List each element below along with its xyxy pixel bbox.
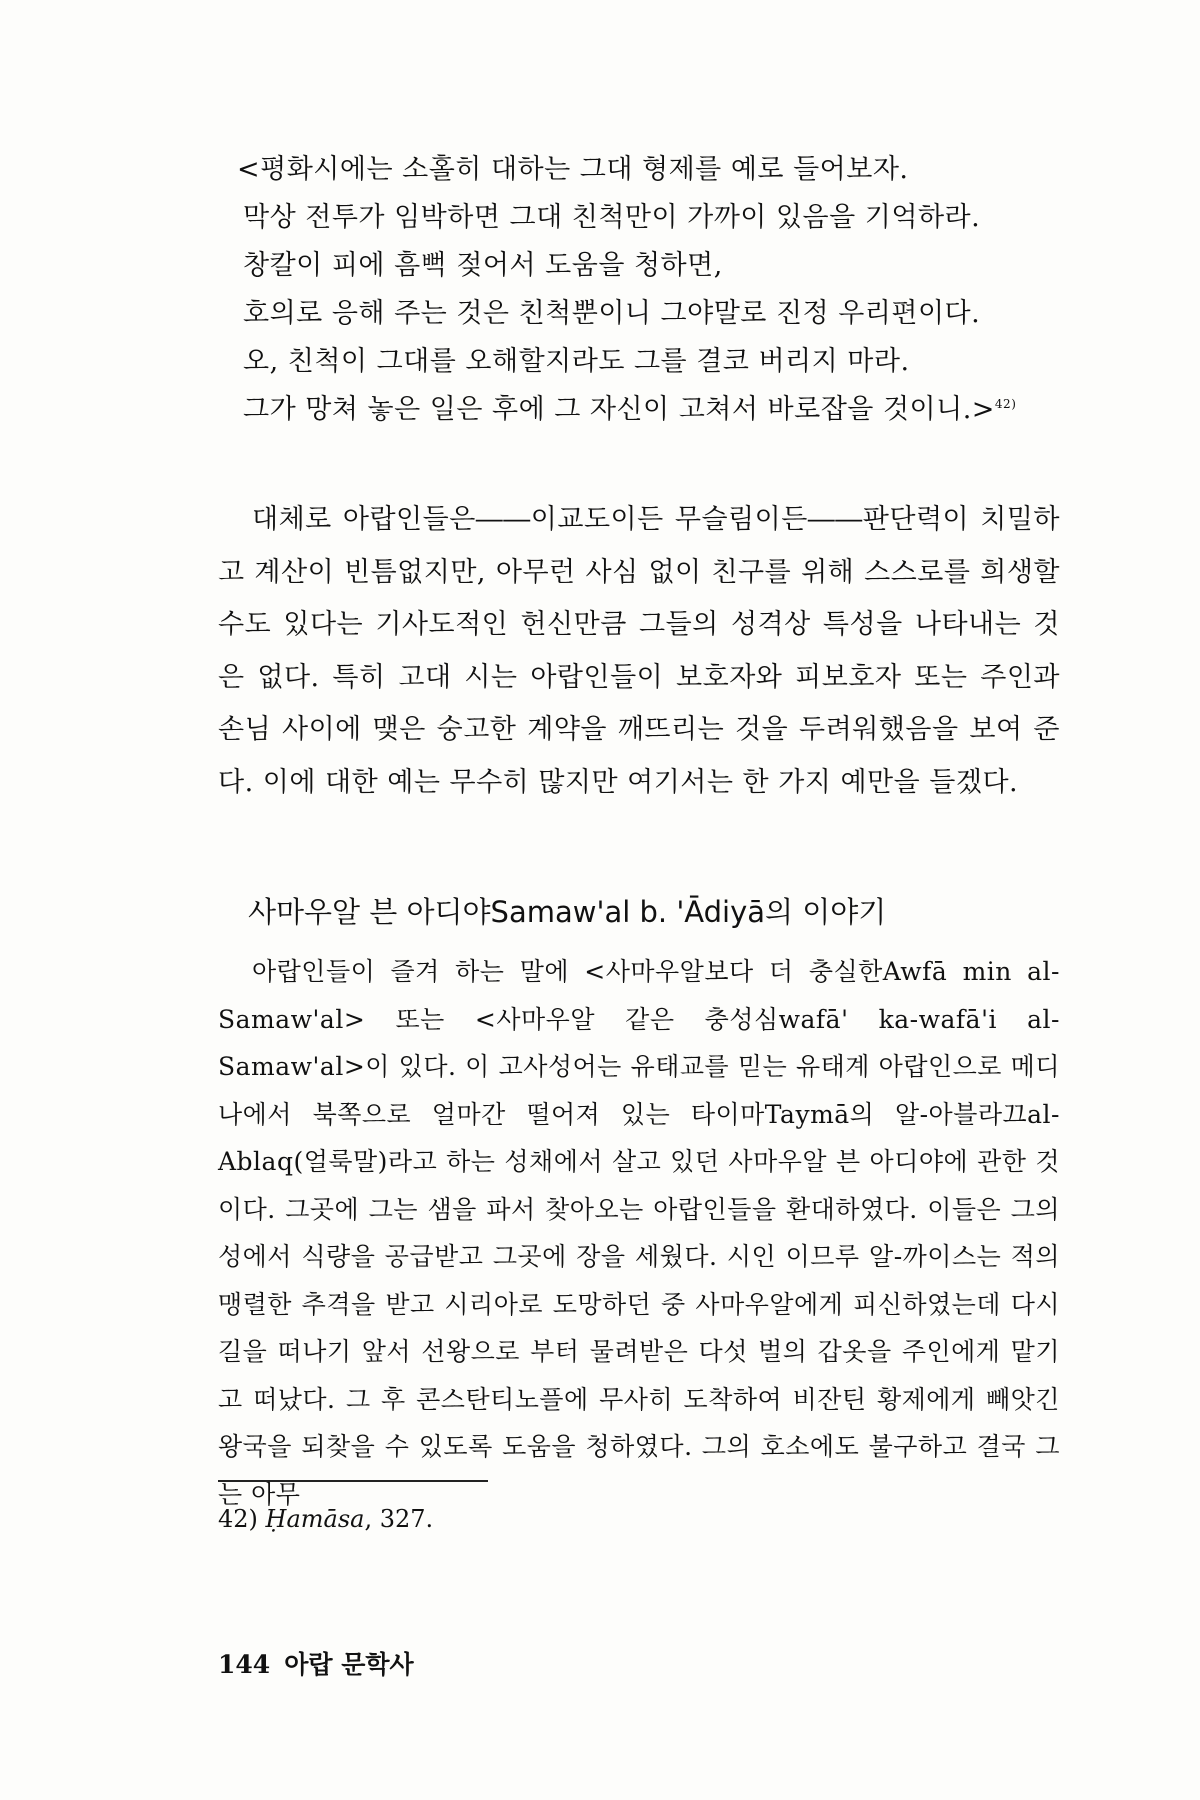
poem-line: <평화시에는 소홀히 대하는 그대 형제를 예로 들어보자. — [237, 154, 909, 185]
footnote-page: , 327. — [364, 1505, 434, 1533]
paragraph-text: 아랍인들이 즐겨 하는 말에 <사마우알보다 더 충실한Awfā min al-Samaw'al> 또는 <사마우알 같은 충성심wafā' ka-wafā'i al-Samaw'al>이 있다. 이 고사성어는 유태교를 믿는 유태계 아랍인으로 메디나에서 북쪽으로 얼마간 떨어져 있는 타이마Taymā의 알-아블라끄al-Ablaq(얼룩말)라고 하는 성채에서 살고 있던 사마우알 븐 아디야에 관한 것이다. 그곳에 그는 샘을 파서 찾아오는 아랍인들을 환대하였다. 이들은 그의 성에서 식량을 공급받고 그곳에 장을 세웠다. 시인 이므루 알-까이스는 적의 맹렬한 추격을 받고 시리아로 도망하던 중 사마우알에게 피신하였는데 다시 길을 떠나기 앞서 선왕으로 부터 물려받은 다섯 벌의 갑옷을 주인에게 맡기고 떠났다. 그 후 콘스탄티노플에 무사히 도착하여 비잔틴 황제에게 빼앗긴 왕국을 되찾을 수 있도록 도움을 청하였다. 그의 호소에도 불구하고 결국 그는 아무 — [218, 957, 1060, 1509]
poem-line: 막상 전투가 임박하면 그대 친척만이 가까이 있음을 기억하라. — [243, 202, 981, 233]
footnote-source: Ḥamāsa — [265, 1505, 365, 1533]
poem-line-last — [243, 386, 1083, 434]
body-paragraph — [218, 948, 1060, 1518]
poem-line: 오, 친척이 그대를 오해할지라도 그를 결코 버리지 마라. — [243, 346, 910, 377]
page-folio — [218, 1648, 414, 1682]
poem-line: 호의로 응해 주는 것은 친척뿐이니 그야말로 진정 우리편이다. — [243, 298, 981, 329]
body-paragraph — [218, 494, 1060, 809]
footnote-number: 42) — [218, 1505, 258, 1533]
book-title: 아랍 문학사 — [284, 1650, 414, 1679]
poem-block — [237, 146, 1083, 434]
paragraph-text: 대체로 아랍인들은――이교도이든 무슬림이든――판단력이 치밀하고 계산이 빈틈없지만, 아무런 사심 없이 친구를 위해 스스로를 희생할 수도 있다는 기사도적인 헌신만큼 그들의 성격상 특성을 나타내는 것은 없다. 특히 고대 시는 아랍인들이 보호자와 피보호자 또는 주인과 손님 사이에 맺은 숭고한 계약을 깨뜨리는 것을 두려워했음을 보여 준다. 이에 대한 예는 무수히 많지만 여기서는 한 가지 예만을 들겠다. — [218, 504, 1060, 798]
section-heading: 사마우알 븐 아디야Samaw'al b. 'Ādiyā의 이야기 — [248, 895, 887, 929]
footnote-reference: 42) — [994, 397, 1017, 411]
poem-line: 창칼이 피에 흠뻑 젖어서 도움을 청하면, — [243, 250, 723, 281]
poem-line-text: 그가 망쳐 놓은 일은 후에 그 자신이 고쳐서 바로잡을 것이니.> — [243, 394, 995, 425]
footnote-divider — [218, 1480, 488, 1482]
footnote — [218, 1502, 433, 1536]
page-number: 144 — [218, 1650, 271, 1679]
